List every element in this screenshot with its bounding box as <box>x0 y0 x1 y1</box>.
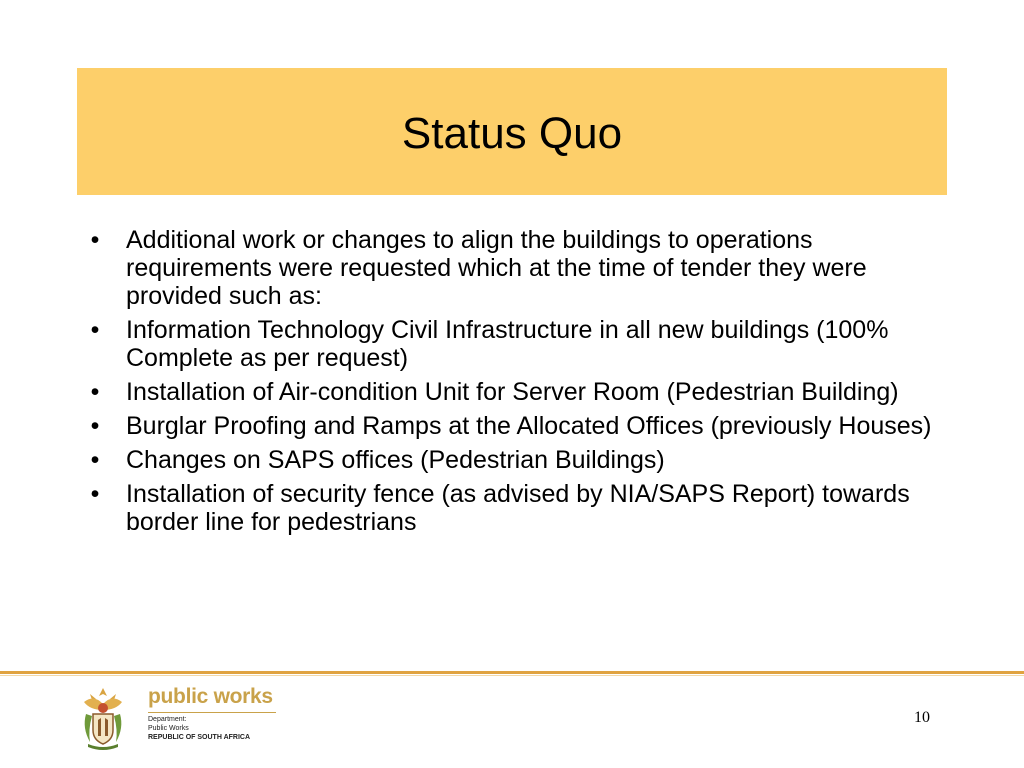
bullet-item <box>85 480 945 536</box>
title-banner <box>77 68 947 195</box>
coat-of-arms-icon <box>76 684 130 754</box>
bullet-text: Additional work or changes to align the buildings to operations requirements were requested which at the time of tender they were provided such as: <box>126 226 867 310</box>
bullet-list <box>85 226 945 542</box>
slide-title: Status Quo <box>401 108 623 158</box>
bullet-text: Installation of security fence (as advised by NIA/SAPS Report) towards border line for pedestrians <box>126 480 910 536</box>
footer-rule <box>0 671 1024 674</box>
bullet-text: Burglar Proofing and Ramps at the Allocated Offices (previously Houses) <box>126 412 932 440</box>
bullet-item <box>85 412 945 440</box>
bullet-icon: • <box>90 446 100 474</box>
bullet-text: Information Technology Civil Infrastructure in all new buildings (100% Complete as per request) <box>126 316 889 372</box>
logo-department-name: Public Works <box>148 725 189 732</box>
logo-brand-text: public works <box>148 685 273 708</box>
bullet-icon: • <box>90 378 100 406</box>
bullet-text: Installation of Air-condition Unit for Server Room (Pedestrian Building) <box>126 378 899 406</box>
logo-department-label: Department: <box>148 716 187 723</box>
bullet-icon: • <box>90 226 100 254</box>
logo-wordmark <box>148 684 276 742</box>
page-number: 10 <box>914 709 930 726</box>
bullet-icon: • <box>90 412 100 440</box>
logo-divider <box>148 712 276 713</box>
bullet-item <box>85 226 945 310</box>
logo-country: REPUBLIC OF SOUTH AFRICA <box>148 734 251 741</box>
bullet-item <box>85 316 945 372</box>
bullet-icon: • <box>90 480 100 508</box>
bullet-icon: • <box>90 316 100 344</box>
bullet-item <box>85 446 945 474</box>
bullet-item <box>85 378 945 406</box>
department-logo <box>76 684 276 756</box>
footer-rule-thin <box>0 675 1024 676</box>
bullet-text: Changes on SAPS offices (Pedestrian Buildings) <box>126 446 665 474</box>
